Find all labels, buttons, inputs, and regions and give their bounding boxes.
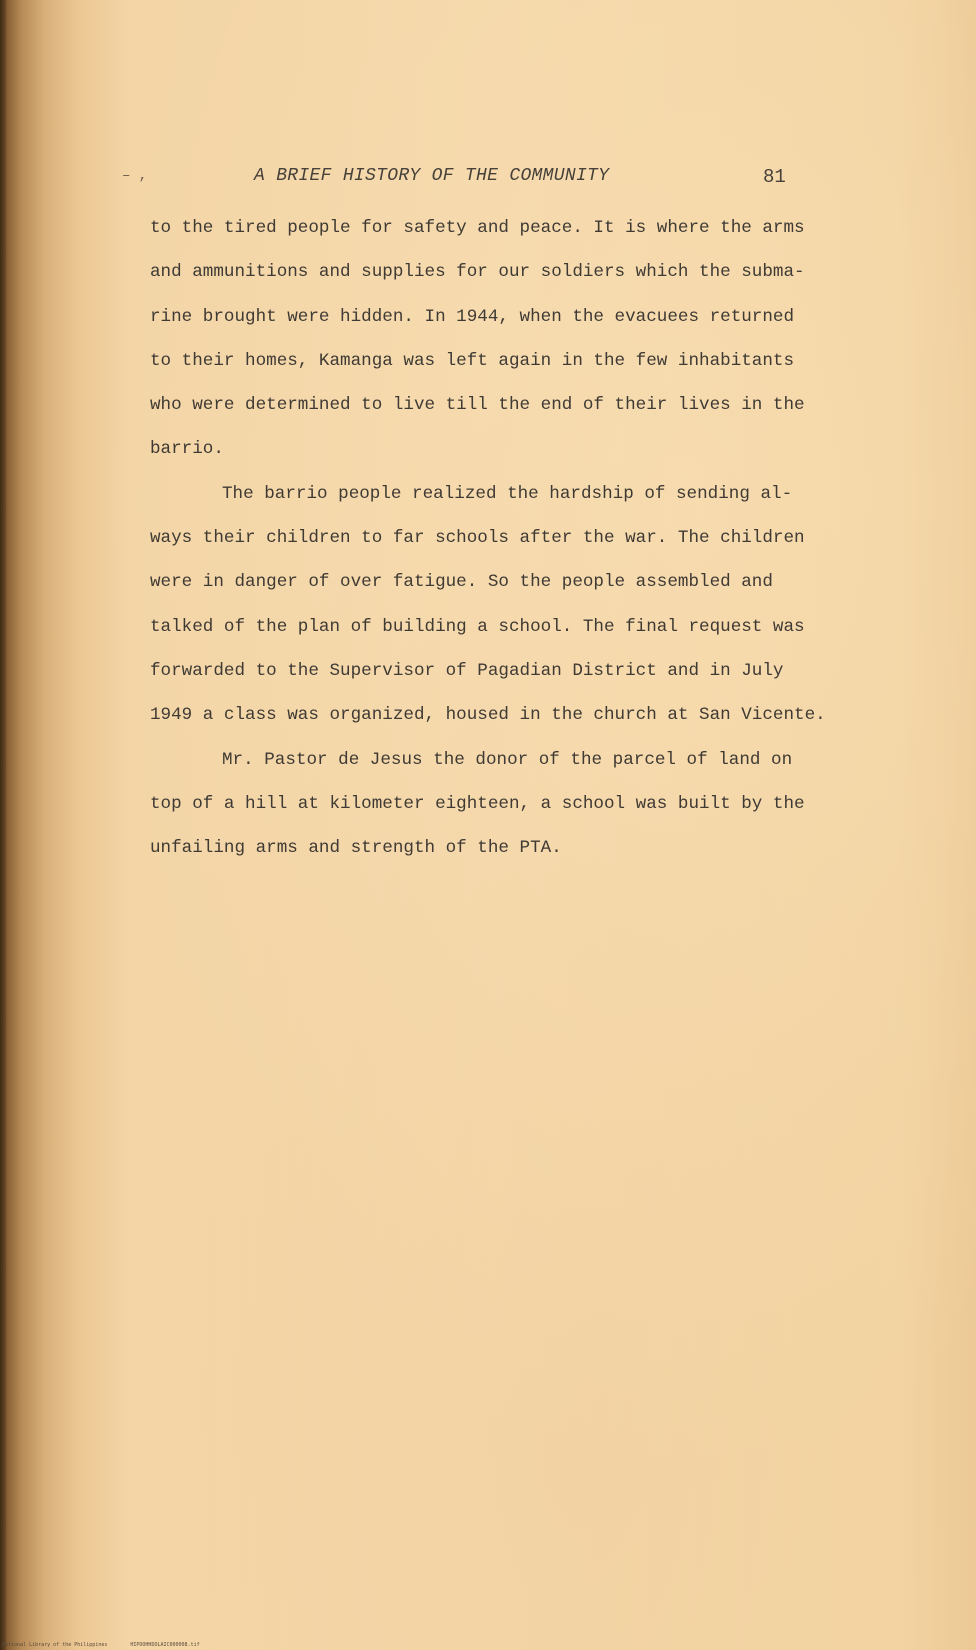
text-line: barrio.: [150, 439, 224, 460]
footer-library: National Library of the Philippines: [2, 1642, 108, 1648]
text-line: to the tired people for safety and peace. It is where the arms: [150, 218, 805, 238]
text-line: unfailing arms and strength of the PTA.: [150, 838, 562, 859]
text-line: to their homes, Kamanga was left again in the few inhabitants: [150, 350, 795, 371]
text-line: 1949 a class was organized, housed in the church at San Vicente.: [150, 705, 826, 726]
scan-footer: [2, 1642, 220, 1648]
text-line: top of a hill at kilometer eighteen, a school was built by the: [150, 793, 805, 814]
text-line: rine brought were hidden. In 1944, when the evacuees returned: [150, 306, 795, 327]
text-line: talked of the plan of building a school. The final request was: [150, 616, 805, 637]
text-line-paragraph-start: The barrio people realized the hardship of sending al-: [222, 483, 793, 504]
page-binding-edge: [0, 0, 6, 1650]
text-line: who were determined to live till the end of their lives in the: [150, 395, 805, 416]
text-line: were in danger of over fatigue. So the people assembled and: [150, 572, 773, 593]
text-line: forwarded to the Supervisor of Pagadian District and in July: [150, 660, 784, 681]
text-line: and ammunitions and supplies for our soldiers which the subma-: [150, 262, 805, 283]
stray-mark: – ,: [122, 168, 148, 184]
page-number: 81: [763, 166, 786, 188]
running-title: A BRIEF HISTORY OF THE COMMUNITY: [254, 166, 610, 186]
text-line-paragraph-start: Mr. Pastor de Jesus the donor of the parcel of land on: [222, 749, 793, 770]
text-line: ways their children to far schools after the war. The children: [150, 528, 805, 549]
body-text: [150, 206, 850, 870]
footer-file: HIPOOHHDOLAIC000008.tif: [130, 1642, 200, 1648]
